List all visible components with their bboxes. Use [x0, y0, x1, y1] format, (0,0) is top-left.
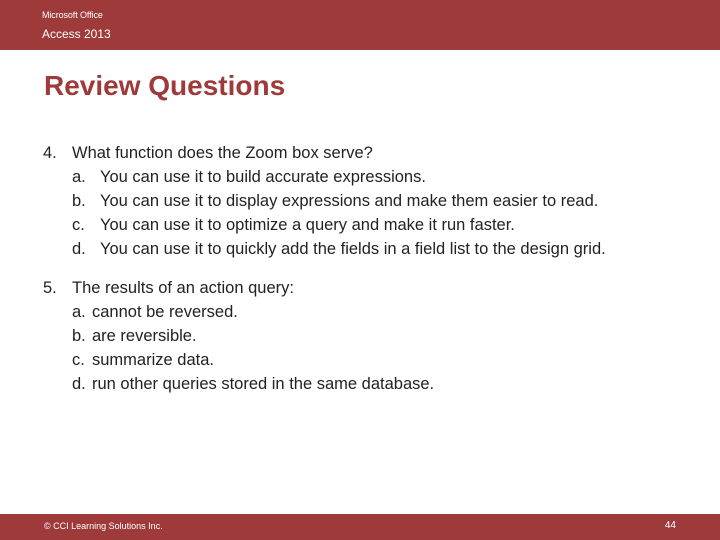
answer-option [43, 165, 663, 189]
option-text: You can use it to build accurate expressions. [100, 168, 426, 186]
option-text: run other queries stored in the same database. [92, 375, 435, 393]
option-letter: c. [72, 351, 85, 369]
footer-band [0, 514, 720, 540]
slide-title: Review Questions [44, 70, 286, 101]
answer-option [43, 300, 663, 324]
option-text: You can use it to display expressions and make them easier to read. [100, 192, 599, 210]
answer-option [43, 189, 663, 213]
question-number: 5. [43, 279, 57, 297]
option-letter: b. [72, 192, 86, 210]
answer-option [43, 372, 663, 396]
option-text: You can use it to optimize a query and make it run faster. [100, 216, 515, 234]
answer-option [43, 213, 663, 237]
header-band [0, 0, 720, 50]
question-list [43, 141, 663, 396]
answer-option [43, 237, 663, 261]
question-4 [43, 141, 663, 261]
question-5 [43, 276, 663, 396]
option-letter: a. [72, 303, 86, 321]
option-letter: c. [72, 216, 85, 234]
question-number: 4. [43, 144, 57, 162]
question-text: The results of an action query: [72, 279, 294, 297]
option-letter: d. [72, 375, 86, 393]
option-text: summarize data. [92, 351, 214, 369]
option-letter: d. [72, 240, 86, 258]
answer-option [43, 348, 663, 372]
answer-option [43, 324, 663, 348]
brand-product-name: Access 2013 [42, 27, 111, 41]
option-text: are reversible. [92, 327, 197, 345]
page-number: 44 [664, 520, 676, 531]
brand-product-suite: Microsoft Office [42, 10, 103, 20]
option-text: cannot be reversed. [92, 303, 238, 321]
option-letter: b. [72, 327, 86, 345]
copyright-notice: © CCI Learning Solutions Inc. [44, 521, 163, 531]
question-text: What function does the Zoom box serve? [72, 144, 373, 162]
option-letter: a. [72, 168, 86, 186]
option-text: You can use it to quickly add the fields in a field list to the design grid. [100, 240, 606, 258]
